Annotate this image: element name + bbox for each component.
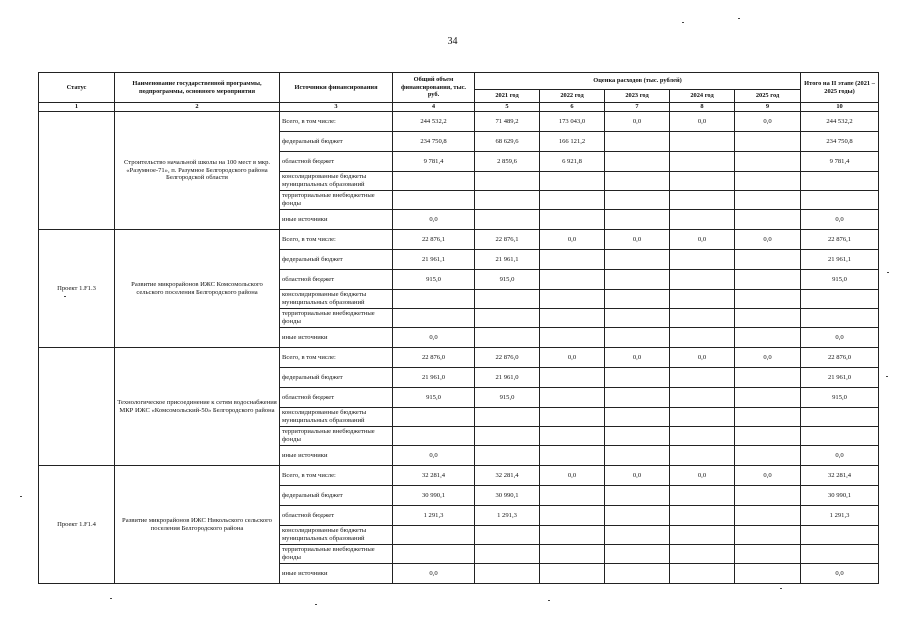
- value-cell: [605, 506, 670, 526]
- value-cell: [475, 309, 540, 328]
- header-year: 2021 год: [475, 90, 540, 103]
- value-cell: 22 876,1: [475, 230, 540, 250]
- value-cell: 0,0: [393, 210, 475, 230]
- value-cell: [735, 250, 801, 270]
- scan-speck: [315, 604, 317, 605]
- value-cell: [475, 564, 540, 584]
- value-cell: [605, 191, 670, 210]
- status-cell: Проект 1.F1.3: [39, 230, 115, 348]
- value-cell: [735, 328, 801, 348]
- column-number: 9: [735, 103, 801, 112]
- status-cell: [39, 348, 115, 466]
- value-cell: [605, 210, 670, 230]
- value-cell: [393, 526, 475, 545]
- budget-table: [38, 72, 879, 584]
- value-cell: [475, 446, 540, 466]
- value-cell: [475, 290, 540, 309]
- scan-speck: [20, 496, 22, 497]
- value-cell: [605, 427, 670, 446]
- value-cell: [670, 526, 735, 545]
- column-number: 1: [39, 103, 115, 112]
- value-cell: [540, 191, 605, 210]
- value-cell: [801, 191, 879, 210]
- value-cell: 6 921,8: [540, 152, 605, 172]
- value-cell: 0,0: [670, 348, 735, 368]
- value-cell: [801, 172, 879, 191]
- value-cell: 0,0: [605, 348, 670, 368]
- value-cell: [605, 309, 670, 328]
- value-cell: [735, 545, 801, 564]
- value-cell: 915,0: [475, 388, 540, 408]
- funding-source-cell: иные источники: [280, 210, 393, 230]
- value-cell: 9 781,4: [393, 152, 475, 172]
- activity-name-cell: Строительство начальной школы на 100 мест в мкр. «Разумное-71», п. Разумное Белгородского района Белгородской области: [115, 112, 280, 230]
- value-cell: [735, 309, 801, 328]
- value-cell: 0,0: [605, 466, 670, 486]
- value-cell: 173 043,0: [540, 112, 605, 132]
- header-year: 2025 год: [735, 90, 801, 103]
- value-cell: [801, 526, 879, 545]
- header-year: 2024 год: [670, 90, 735, 103]
- value-cell: 22 876,0: [475, 348, 540, 368]
- value-cell: [605, 564, 670, 584]
- value-cell: 21 961,1: [393, 250, 475, 270]
- scan-speck: [886, 376, 888, 377]
- value-cell: [540, 427, 605, 446]
- value-cell: 0,0: [801, 564, 879, 584]
- column-number: 7: [605, 103, 670, 112]
- value-cell: 0,0: [735, 466, 801, 486]
- funding-source-cell: федеральный бюджет: [280, 250, 393, 270]
- column-number: 10: [801, 103, 879, 112]
- value-cell: [735, 427, 801, 446]
- funding-source-cell: областной бюджет: [280, 388, 393, 408]
- header-stage-total: Итого на II этапе (2021 – 2025 годы): [801, 73, 879, 103]
- funding-source-cell: территориальные внебюджетные фонды: [280, 545, 393, 564]
- funding-source-cell: территориальные внебюджетные фонды: [280, 191, 393, 210]
- value-cell: [540, 564, 605, 584]
- value-cell: [670, 191, 735, 210]
- header-year: 2022 год: [540, 90, 605, 103]
- value-cell: [670, 250, 735, 270]
- value-cell: [735, 564, 801, 584]
- funding-source-cell: федеральный бюджет: [280, 132, 393, 152]
- value-cell: [735, 290, 801, 309]
- status-cell: [39, 112, 115, 230]
- value-cell: [605, 250, 670, 270]
- value-cell: 0,0: [605, 230, 670, 250]
- value-cell: [393, 545, 475, 564]
- value-cell: [670, 506, 735, 526]
- value-cell: [475, 172, 540, 191]
- value-cell: [735, 446, 801, 466]
- value-cell: 0,0: [605, 112, 670, 132]
- status-cell: Проект 1.F1.4: [39, 466, 115, 584]
- column-number: 5: [475, 103, 540, 112]
- value-cell: [605, 526, 670, 545]
- value-cell: 915,0: [393, 388, 475, 408]
- value-cell: [605, 545, 670, 564]
- value-cell: [670, 388, 735, 408]
- funding-source-cell: территориальные внебюджетные фонды: [280, 427, 393, 446]
- value-cell: 21 961,1: [475, 250, 540, 270]
- value-cell: 915,0: [801, 270, 879, 290]
- value-cell: 0,0: [393, 328, 475, 348]
- funding-source-cell: федеральный бюджет: [280, 486, 393, 506]
- value-cell: [801, 309, 879, 328]
- header-year: 2023 год: [605, 90, 670, 103]
- value-cell: 1 291,3: [801, 506, 879, 526]
- value-cell: [670, 446, 735, 466]
- value-cell: 234 750,8: [801, 132, 879, 152]
- value-cell: 30 990,1: [801, 486, 879, 506]
- value-cell: 0,0: [670, 112, 735, 132]
- value-cell: 166 121,2: [540, 132, 605, 152]
- value-cell: [735, 152, 801, 172]
- value-cell: [540, 328, 605, 348]
- value-cell: [540, 270, 605, 290]
- value-cell: [735, 210, 801, 230]
- value-cell: [540, 526, 605, 545]
- value-cell: [540, 506, 605, 526]
- funding-source-cell: иные источники: [280, 446, 393, 466]
- value-cell: 21 961,1: [801, 250, 879, 270]
- value-cell: [670, 290, 735, 309]
- value-cell: 0,0: [801, 328, 879, 348]
- column-number: 4: [393, 103, 475, 112]
- value-cell: [605, 368, 670, 388]
- scan-speck: [64, 296, 66, 297]
- value-cell: [540, 290, 605, 309]
- value-cell: 0,0: [540, 466, 605, 486]
- value-cell: 0,0: [735, 230, 801, 250]
- scan-speck: [780, 588, 782, 589]
- value-cell: 30 990,1: [475, 486, 540, 506]
- value-cell: 0,0: [393, 564, 475, 584]
- funding-source-cell: Всего, в том числе:: [280, 112, 393, 132]
- funding-source-cell: областной бюджет: [280, 152, 393, 172]
- value-cell: [801, 408, 879, 427]
- value-cell: [475, 545, 540, 564]
- value-cell: [735, 388, 801, 408]
- value-cell: [475, 191, 540, 210]
- value-cell: 21 961,0: [801, 368, 879, 388]
- table-body: [39, 112, 879, 584]
- value-cell: [801, 290, 879, 309]
- value-cell: [605, 152, 670, 172]
- column-number: 8: [670, 103, 735, 112]
- activity-name-cell: Технологическое присоединение к сетям водоснабжения МКР ИЖС «Комсомольский-50» Белгородского района: [115, 348, 280, 466]
- scan-speck: [548, 600, 550, 601]
- value-cell: 22 876,1: [801, 230, 879, 250]
- value-cell: [670, 270, 735, 290]
- value-cell: 0,0: [670, 230, 735, 250]
- value-cell: 22 876,0: [393, 348, 475, 368]
- value-cell: [735, 172, 801, 191]
- scan-speck: [110, 598, 112, 599]
- scan-speck: [682, 22, 684, 23]
- value-cell: 71 489,2: [475, 112, 540, 132]
- value-cell: [393, 172, 475, 191]
- table-row: [39, 112, 879, 132]
- value-cell: 234 750,8: [393, 132, 475, 152]
- value-cell: [735, 526, 801, 545]
- value-cell: 0,0: [735, 112, 801, 132]
- value-cell: [735, 132, 801, 152]
- value-cell: 1 291,3: [393, 506, 475, 526]
- value-cell: [735, 368, 801, 388]
- value-cell: [475, 526, 540, 545]
- funding-source-cell: иные источники: [280, 564, 393, 584]
- table-row: [39, 230, 879, 250]
- value-cell: [670, 309, 735, 328]
- value-cell: 1 291,3: [475, 506, 540, 526]
- value-cell: [670, 408, 735, 427]
- value-cell: 21 961,0: [475, 368, 540, 388]
- value-cell: 32 281,4: [475, 466, 540, 486]
- value-cell: 9 781,4: [801, 152, 879, 172]
- value-cell: 21 961,0: [393, 368, 475, 388]
- value-cell: [605, 486, 670, 506]
- activity-name-cell: Развитие микрорайонов ИЖС Комсомольского сельского поселения Белгородского района: [115, 230, 280, 348]
- value-cell: [670, 132, 735, 152]
- column-number: 2: [115, 103, 280, 112]
- value-cell: [393, 309, 475, 328]
- value-cell: [540, 486, 605, 506]
- value-cell: [670, 427, 735, 446]
- value-cell: [605, 328, 670, 348]
- value-cell: [393, 427, 475, 446]
- value-cell: [540, 368, 605, 388]
- value-cell: 0,0: [801, 446, 879, 466]
- column-number: 6: [540, 103, 605, 112]
- value-cell: [540, 309, 605, 328]
- value-cell: [735, 486, 801, 506]
- value-cell: [393, 290, 475, 309]
- value-cell: [475, 210, 540, 230]
- header-name: Наименование государственной программы, подпрограммы, основного мероприятия: [115, 73, 280, 103]
- value-cell: [540, 545, 605, 564]
- value-cell: [605, 270, 670, 290]
- value-cell: 244 532,2: [393, 112, 475, 132]
- value-cell: [605, 132, 670, 152]
- funding-source-cell: консолидированные бюджеты муниципальных образований: [280, 290, 393, 309]
- value-cell: [735, 506, 801, 526]
- column-number: 3: [280, 103, 393, 112]
- value-cell: 0,0: [540, 230, 605, 250]
- scan-speck: [887, 272, 889, 273]
- scan-speck: [738, 18, 740, 19]
- value-cell: [735, 191, 801, 210]
- value-cell: [393, 191, 475, 210]
- value-cell: [670, 545, 735, 564]
- value-cell: 915,0: [801, 388, 879, 408]
- value-cell: [475, 408, 540, 427]
- value-cell: 0,0: [801, 210, 879, 230]
- funding-source-cell: консолидированные бюджеты муниципальных образований: [280, 408, 393, 427]
- value-cell: [605, 290, 670, 309]
- value-cell: 915,0: [475, 270, 540, 290]
- value-cell: 22 876,0: [801, 348, 879, 368]
- header-status: Статус: [39, 73, 115, 103]
- funding-source-cell: иные источники: [280, 328, 393, 348]
- value-cell: [670, 152, 735, 172]
- value-cell: [540, 172, 605, 191]
- value-cell: 30 990,1: [393, 486, 475, 506]
- value-cell: [475, 427, 540, 446]
- value-cell: [670, 486, 735, 506]
- funding-source-cell: областной бюджет: [280, 506, 393, 526]
- value-cell: [801, 427, 879, 446]
- funding-source-cell: консолидированные бюджеты муниципальных образований: [280, 172, 393, 191]
- value-cell: 32 281,4: [393, 466, 475, 486]
- value-cell: [801, 545, 879, 564]
- value-cell: 2 859,6: [475, 152, 540, 172]
- value-cell: [670, 172, 735, 191]
- value-cell: 915,0: [393, 270, 475, 290]
- value-cell: [540, 250, 605, 270]
- value-cell: 244 532,2: [801, 112, 879, 132]
- value-cell: [540, 210, 605, 230]
- table-row: [39, 348, 879, 368]
- value-cell: 0,0: [393, 446, 475, 466]
- value-cell: [605, 172, 670, 191]
- value-cell: [670, 328, 735, 348]
- funding-source-cell: федеральный бюджет: [280, 368, 393, 388]
- value-cell: [540, 446, 605, 466]
- value-cell: [605, 446, 670, 466]
- value-cell: [540, 408, 605, 427]
- funding-source-cell: Всего, в том числе:: [280, 466, 393, 486]
- value-cell: [670, 210, 735, 230]
- value-cell: 0,0: [670, 466, 735, 486]
- value-cell: [605, 388, 670, 408]
- value-cell: [735, 408, 801, 427]
- header-estimate: Оценка расходов (тыс. рублей): [475, 73, 801, 90]
- activity-name-cell: Развитие микрорайонов ИЖС Никольского сельского поселения Белгородского района: [115, 466, 280, 584]
- value-cell: [540, 388, 605, 408]
- value-cell: [735, 270, 801, 290]
- value-cell: 0,0: [735, 348, 801, 368]
- funding-source-cell: территориальные внебюджетные фонды: [280, 309, 393, 328]
- header-total: Общий объем финансирования, тыс. руб.: [393, 73, 475, 103]
- value-cell: [670, 564, 735, 584]
- value-cell: 32 281,4: [801, 466, 879, 486]
- value-cell: [670, 368, 735, 388]
- value-cell: [393, 408, 475, 427]
- funding-source-cell: консолидированные бюджеты муниципальных образований: [280, 526, 393, 545]
- header-sources: Источники финансирования: [280, 73, 393, 103]
- funding-source-cell: Всего, в том числе:: [280, 230, 393, 250]
- value-cell: 22 876,1: [393, 230, 475, 250]
- table-row: [39, 466, 879, 486]
- value-cell: 68 629,6: [475, 132, 540, 152]
- value-cell: 0,0: [540, 348, 605, 368]
- funding-source-cell: областной бюджет: [280, 270, 393, 290]
- value-cell: [475, 328, 540, 348]
- value-cell: [605, 408, 670, 427]
- funding-source-cell: Всего, в том числе:: [280, 348, 393, 368]
- page-number: 34: [447, 36, 458, 47]
